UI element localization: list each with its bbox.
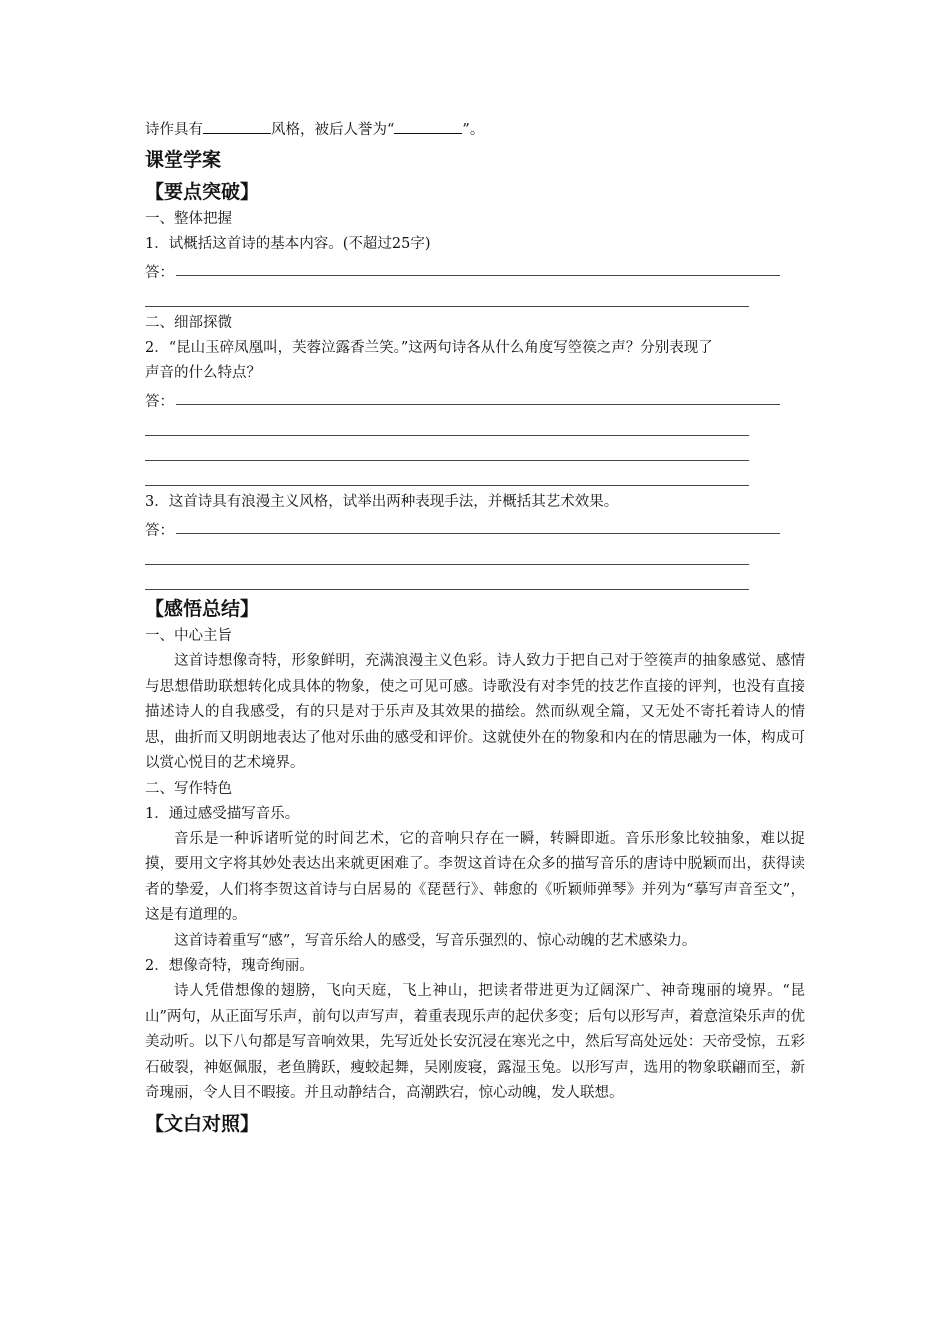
feature-2-title: 2．想像奇特，瑰奇绚丽。 bbox=[145, 958, 314, 974]
feature-1-paragraph-1: 音乐是一种诉诸听觉的时间艺术，它的音响只存在一瞬，转瞬即逝。音乐形象比较抽象，难以捉摸，要用文字将其妙处表达出来就更困难了。李贺这首诗在众多的描写音乐的唐诗中脱颖而出，获得读者的挚爱，人们将李贺这首诗与白居易的《琵琶行》、韩愈的《听颖师弹琴》并列为“摹写声音至文”，这是有道理的。 bbox=[145, 830, 805, 923]
answer-rule[interactable] bbox=[145, 565, 749, 590]
answer-2 bbox=[145, 386, 805, 411]
question-1: 1．试概括这首诗的基本内容。(不超过25字) bbox=[145, 236, 431, 252]
answer-rule[interactable] bbox=[176, 533, 780, 534]
blank-title bbox=[394, 119, 462, 134]
document-page bbox=[145, 118, 805, 1139]
theme-paragraph: 这首诗想像奇特，形象鲜明，充满浪漫主义色彩。诗人致力于把自己对于箜篌声的抽象感觉、感情与思想借助联想转化成具体的物象，使之可见可感。诗歌没有对李凭的技艺作直接的评判，也没有直接描述诗人的自我感受，有的只是对于乐声及其效果的描绘。然而纵观全篇，又无处不寄托着诗人的情思，曲折而又明朗地表达了他对乐曲的感受和评价。这就使外在的物象和内在的情思融为一体，构成可以赏心悦目的艺术境界。 bbox=[145, 653, 805, 771]
answer-rule[interactable] bbox=[145, 540, 749, 565]
answer-rule[interactable] bbox=[176, 404, 780, 405]
answer-label: 答： bbox=[145, 394, 174, 410]
answer-1 bbox=[145, 257, 805, 282]
feature-2-paragraph: 诗人凭借想像的翅膀，飞向天庭，飞上神山，把读者带进更为辽阔深广、神奇瑰丽的境界。“昆山”两句，从正面写乐声，前句以声写声，着重表现乐声的起伏多变；后句以形写声，着意渲染乐声的优美动听。以下八句都是写音响效果，先写近处长安沉浸在寒光之中，然后写高处远处：天帝受惊，五彩石破裂，神妪佩服，老鱼腾跃，瘦蛟起舞，吴刚废寝，露湿玉兔。以形写声，选用的物象联翩而至，新奇瑰丽，令人目不暇接。并且动静结合，高潮跌宕，惊心动魄，发人联想。 bbox=[145, 983, 805, 1101]
question-2-line1: 2．“昆山玉碎凤凰叫，芙蓉泣露香兰笑。”这两句诗各从什么角度写箜篌之声？分别表现了 bbox=[145, 340, 713, 356]
blank-style bbox=[203, 119, 271, 134]
intro-text-post: ”。 bbox=[462, 122, 485, 138]
summary-heading: 【感悟总结】 bbox=[145, 598, 260, 620]
key-points-heading: 【要点突破】 bbox=[145, 181, 260, 203]
part2-label: 二、细部探微 bbox=[145, 315, 232, 331]
question-2-line2: 声音的什么特点？ bbox=[145, 365, 261, 381]
intro-text-mid: 风格，被后人誉为“ bbox=[271, 122, 395, 138]
intro-line bbox=[145, 118, 805, 143]
answer-label: 答： bbox=[145, 523, 174, 539]
intro-text-pre: 诗作具有 bbox=[145, 122, 203, 138]
feature-1-paragraph-2: 这首诗着重写“感”，写音乐给人的感受，写音乐强烈的、惊心动魄的艺术感染力。 bbox=[174, 932, 697, 949]
feature-1-title: 1．通过感受描写音乐。 bbox=[145, 805, 300, 822]
summary-part1-label: 一、中心主旨 bbox=[145, 628, 232, 644]
question-3: 3．这首诗具有浪漫主义风格，试举出两种表现手法，并概括其艺术效果。 bbox=[145, 494, 619, 510]
answer-label: 答： bbox=[145, 265, 174, 281]
answer-rule[interactable] bbox=[145, 461, 749, 486]
answer-rule[interactable] bbox=[145, 436, 749, 461]
answer-3 bbox=[145, 515, 805, 540]
answer-rule[interactable] bbox=[145, 411, 749, 436]
answer-rule[interactable] bbox=[176, 275, 780, 276]
translation-heading: 【文白对照】 bbox=[145, 1112, 260, 1135]
summary-part2-label: 二、写作特色 bbox=[145, 780, 232, 797]
part1-label: 一、整体把握 bbox=[145, 211, 232, 227]
section-title: 课堂学案 bbox=[145, 149, 222, 171]
answer-rule[interactable] bbox=[145, 282, 749, 307]
